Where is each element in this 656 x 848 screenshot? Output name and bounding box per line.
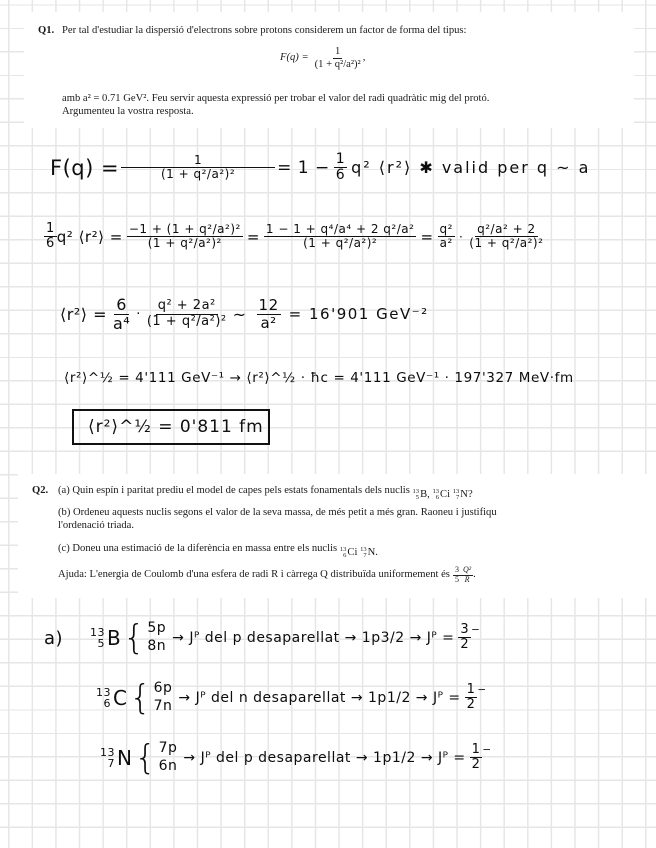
atomic-number: 5 — [415, 493, 420, 501]
hw-reasoning: → Jᴾ del n desaparellat → 1p1/2 → Jᴾ = — [178, 689, 461, 706]
hint-fraction-3-5 — [453, 566, 461, 585]
hw-f4-num: q²/a² + 2 — [477, 222, 536, 237]
nucleon-count — [159, 740, 178, 775]
hw-fraction-3 — [438, 223, 455, 250]
question-1-intro: Per tal d'estudiar la dispersió d'electrons sobre protons considerem un factor de forma del tipus: — [62, 25, 467, 36]
element-symbol: N — [367, 546, 376, 558]
hw-f3-num: 12 — [258, 296, 279, 315]
question-1-line2: amb a² = 0.71 GeV². Feu servir aquesta expressió per trobar el valor del radi quadràtic mig del protó. — [62, 93, 490, 104]
proton-count: 5p — [147, 620, 167, 636]
hw-nucleus — [100, 746, 132, 770]
jp-den: 2 — [471, 757, 481, 772]
element-symbol: C — [347, 546, 355, 558]
hint-frac-num: 3 — [454, 565, 459, 574]
brace-icon: { — [134, 737, 157, 778]
hw-nucleus — [96, 686, 127, 710]
element-symbol: B — [420, 488, 428, 500]
atomic-number: 7 — [107, 756, 115, 770]
question-2-label: Q2. — [32, 485, 49, 496]
neutron-count: 7n — [153, 697, 173, 714]
nucleus-n13 — [360, 546, 378, 560]
hint-text: Ajuda: L'energia de Coulomb d'una esfera de radi R i càrrega Q distribuïda uniformement és — [58, 569, 450, 581]
element-symbol: B — [107, 625, 122, 650]
atomic-number: 5 — [97, 636, 105, 650]
mass-number: 13 — [100, 745, 115, 759]
nucleus-b13 — [413, 488, 430, 502]
atomic-number: 6 — [343, 551, 347, 559]
hw-lhs-b: q² ⟨r²⟩ = — [56, 227, 123, 246]
neutron-count: 6n — [158, 757, 178, 774]
proton-count: 6p — [153, 680, 173, 696]
hint-fraction-q2-r — [461, 566, 473, 585]
boxed-answer-text: ⟨r²⟩^½ = 0'811 fm — [88, 417, 264, 437]
question-2-part-b-line2: l'ordenació triada. — [58, 520, 135, 531]
mass-number: 13 — [96, 685, 111, 699]
formula-numerator: 1 — [335, 46, 341, 57]
separator: i — [447, 488, 451, 500]
hw-f3-num: q² — [439, 222, 453, 237]
hw-dot: · — [136, 306, 141, 322]
hw-f1-num: 6 — [116, 295, 127, 314]
part-c-text: (c) Doneu una estimació de la diferència en massa entre els nuclis — [58, 543, 338, 554]
element-symbol: N — [460, 488, 468, 500]
element-symbol: C — [440, 488, 448, 500]
jp-den: 2 — [460, 637, 470, 652]
mass-number: 13 — [360, 546, 367, 553]
question-2-part-b-line1: (b) Ordeneu aquests nuclis segons el valor de la seva massa, de més petit a més gran. Raoneu i justifiqu — [58, 507, 497, 518]
hw-frac-den: 6 — [335, 167, 346, 184]
question-2-part-a — [58, 484, 473, 502]
question-1-label: Q1. — [38, 25, 55, 36]
hw-reasoning: → Jᴾ del p desaparellat → 1p1/2 → Jᴾ = — [183, 749, 466, 766]
part-a-text: (a) Quin espín i paritat prediu el model de capes pels estats fonamentals dels nuclis — [58, 485, 410, 496]
answer-2-row-carbon — [96, 677, 487, 718]
element-symbol: C — [113, 685, 128, 710]
atomic-number: 7 — [363, 551, 367, 559]
hw-eq: = — [420, 227, 434, 246]
question-1-line3: Argumenteu la vostra resposta. — [62, 106, 194, 117]
question-1-statement — [24, 12, 634, 128]
hw-denominator: (1 + q²/a²)² — [161, 167, 236, 182]
hw-fraction-1 — [127, 223, 243, 250]
formula-lhs: F(q) = — [280, 52, 309, 64]
hw-fraction-2 — [264, 223, 417, 250]
answer-2-label: a) — [44, 628, 64, 649]
hw-lhs: ⟨r²⟩ = — [60, 304, 107, 324]
hw-eq: = — [246, 227, 260, 246]
brace-icon: { — [123, 617, 146, 658]
formula-denominator: (1 + q²/a²)² — [314, 58, 361, 70]
hw-one-sixth — [334, 152, 347, 184]
proton-count: 7p — [158, 740, 178, 756]
separator: , — [427, 488, 430, 500]
hw-one-sixth — [44, 222, 57, 252]
nucleus-c13 — [340, 546, 358, 560]
jp-den: 2 — [466, 697, 476, 712]
boxed-answer — [72, 409, 270, 445]
hw-f3-den: a² — [260, 313, 277, 332]
answer-1-line-3 — [60, 296, 429, 332]
question-2-part-c — [58, 542, 378, 560]
hw-jp-fraction — [465, 683, 478, 713]
form-factor-formula — [280, 46, 365, 70]
hw-fraction-1 — [111, 296, 132, 332]
hw-rhs-a: = 1 − — [277, 157, 330, 178]
hint-frac-den: 5 — [454, 574, 459, 584]
hint-frac-den: R — [464, 574, 470, 584]
neutron-count: 8n — [147, 637, 167, 654]
element-symbol: N — [117, 745, 133, 770]
mass-number: 13 — [452, 488, 460, 495]
atomic-number: 6 — [435, 493, 440, 501]
formula-fraction — [313, 46, 363, 70]
answer-2-row-boron — [90, 617, 481, 658]
hw-f3-den: a² — [439, 236, 453, 251]
parity: − — [471, 623, 481, 636]
hw-dot: · — [458, 229, 464, 244]
hint-end: . — [473, 569, 476, 581]
hw-fraction — [123, 154, 273, 181]
answer-1-line-4: ⟨r²⟩^½ = 4'111 GeV⁻¹ → ⟨r²⟩^½ · ħc = 4'111 GeV⁻¹ · 197'327 MeV·fm — [64, 370, 574, 386]
nucleus-c13 — [432, 488, 450, 502]
hw-f2-num: q² + 2a² — [157, 298, 216, 314]
question-2-hint — [58, 566, 476, 585]
atomic-number: 6 — [103, 696, 111, 710]
hint-frac-num: Q² — [462, 565, 472, 574]
separator: . — [375, 546, 378, 558]
answer-1-line-1 — [50, 152, 590, 184]
mass-number: 13 — [339, 546, 347, 553]
hw-frac-num: 1 — [335, 151, 346, 167]
hw-lhs: F(q) = — [50, 155, 120, 180]
jp-num: 3 — [460, 621, 470, 637]
nucleon-count — [147, 620, 166, 655]
hw-f4-den: (1 + q²/a²)² — [469, 236, 544, 251]
hw-result: = 16'901 GeV⁻² — [288, 305, 429, 324]
separator: i — [354, 546, 358, 558]
formula-end: , — [362, 52, 366, 64]
jp-num: 1 — [466, 681, 476, 697]
hw-fraction-4 — [467, 223, 545, 250]
mass-number: 13 — [432, 488, 440, 495]
mass-number: 13 — [412, 488, 420, 495]
hw-rhs-b: q² ⟨r²⟩ ✱ valid per q ~ a — [351, 158, 591, 178]
hw-fraction-3 — [257, 297, 281, 331]
hw-f1-num: −1 + (1 + q²/a²)² — [128, 222, 241, 237]
hw-f2-num: 1 − 1 + q⁴/a⁴ + 2 q²/a² — [265, 222, 415, 237]
hw-frac-num: 1 — [46, 221, 55, 236]
parity: − — [482, 743, 492, 756]
question-2-statement — [18, 474, 656, 598]
answer-1-line-2 — [44, 222, 549, 252]
hw-jp-fraction — [470, 743, 483, 773]
hw-f1-den: (1 + q²/a²)² — [147, 236, 222, 251]
hw-approx: ~ — [232, 304, 247, 324]
atomic-number: 7 — [456, 493, 460, 501]
brace-icon: { — [129, 677, 152, 718]
hw-reasoning: → Jᴾ del p desaparellat → 1p3/2 → Jᴾ = — [172, 629, 455, 646]
hw-f2-den: (1 + q²/a²)² — [303, 236, 378, 251]
hw-nucleus — [90, 626, 121, 650]
hw-numerator: 1 — [121, 154, 275, 168]
hw-f2-den: (1 + q²/a²)² — [146, 313, 227, 329]
hw-f1-den: a⁴ — [112, 313, 131, 333]
nucleon-count — [154, 680, 173, 715]
parity: − — [477, 683, 487, 696]
jp-num: 1 — [471, 741, 481, 757]
answer-2-row-nitrogen — [100, 737, 492, 778]
hw-fraction-2 — [145, 299, 229, 329]
hw-jp-fraction — [458, 623, 471, 653]
nucleus-n13 — [453, 488, 473, 502]
separator: ? — [467, 488, 473, 500]
hw-frac-den: 6 — [46, 236, 55, 252]
mass-number: 13 — [90, 625, 105, 639]
